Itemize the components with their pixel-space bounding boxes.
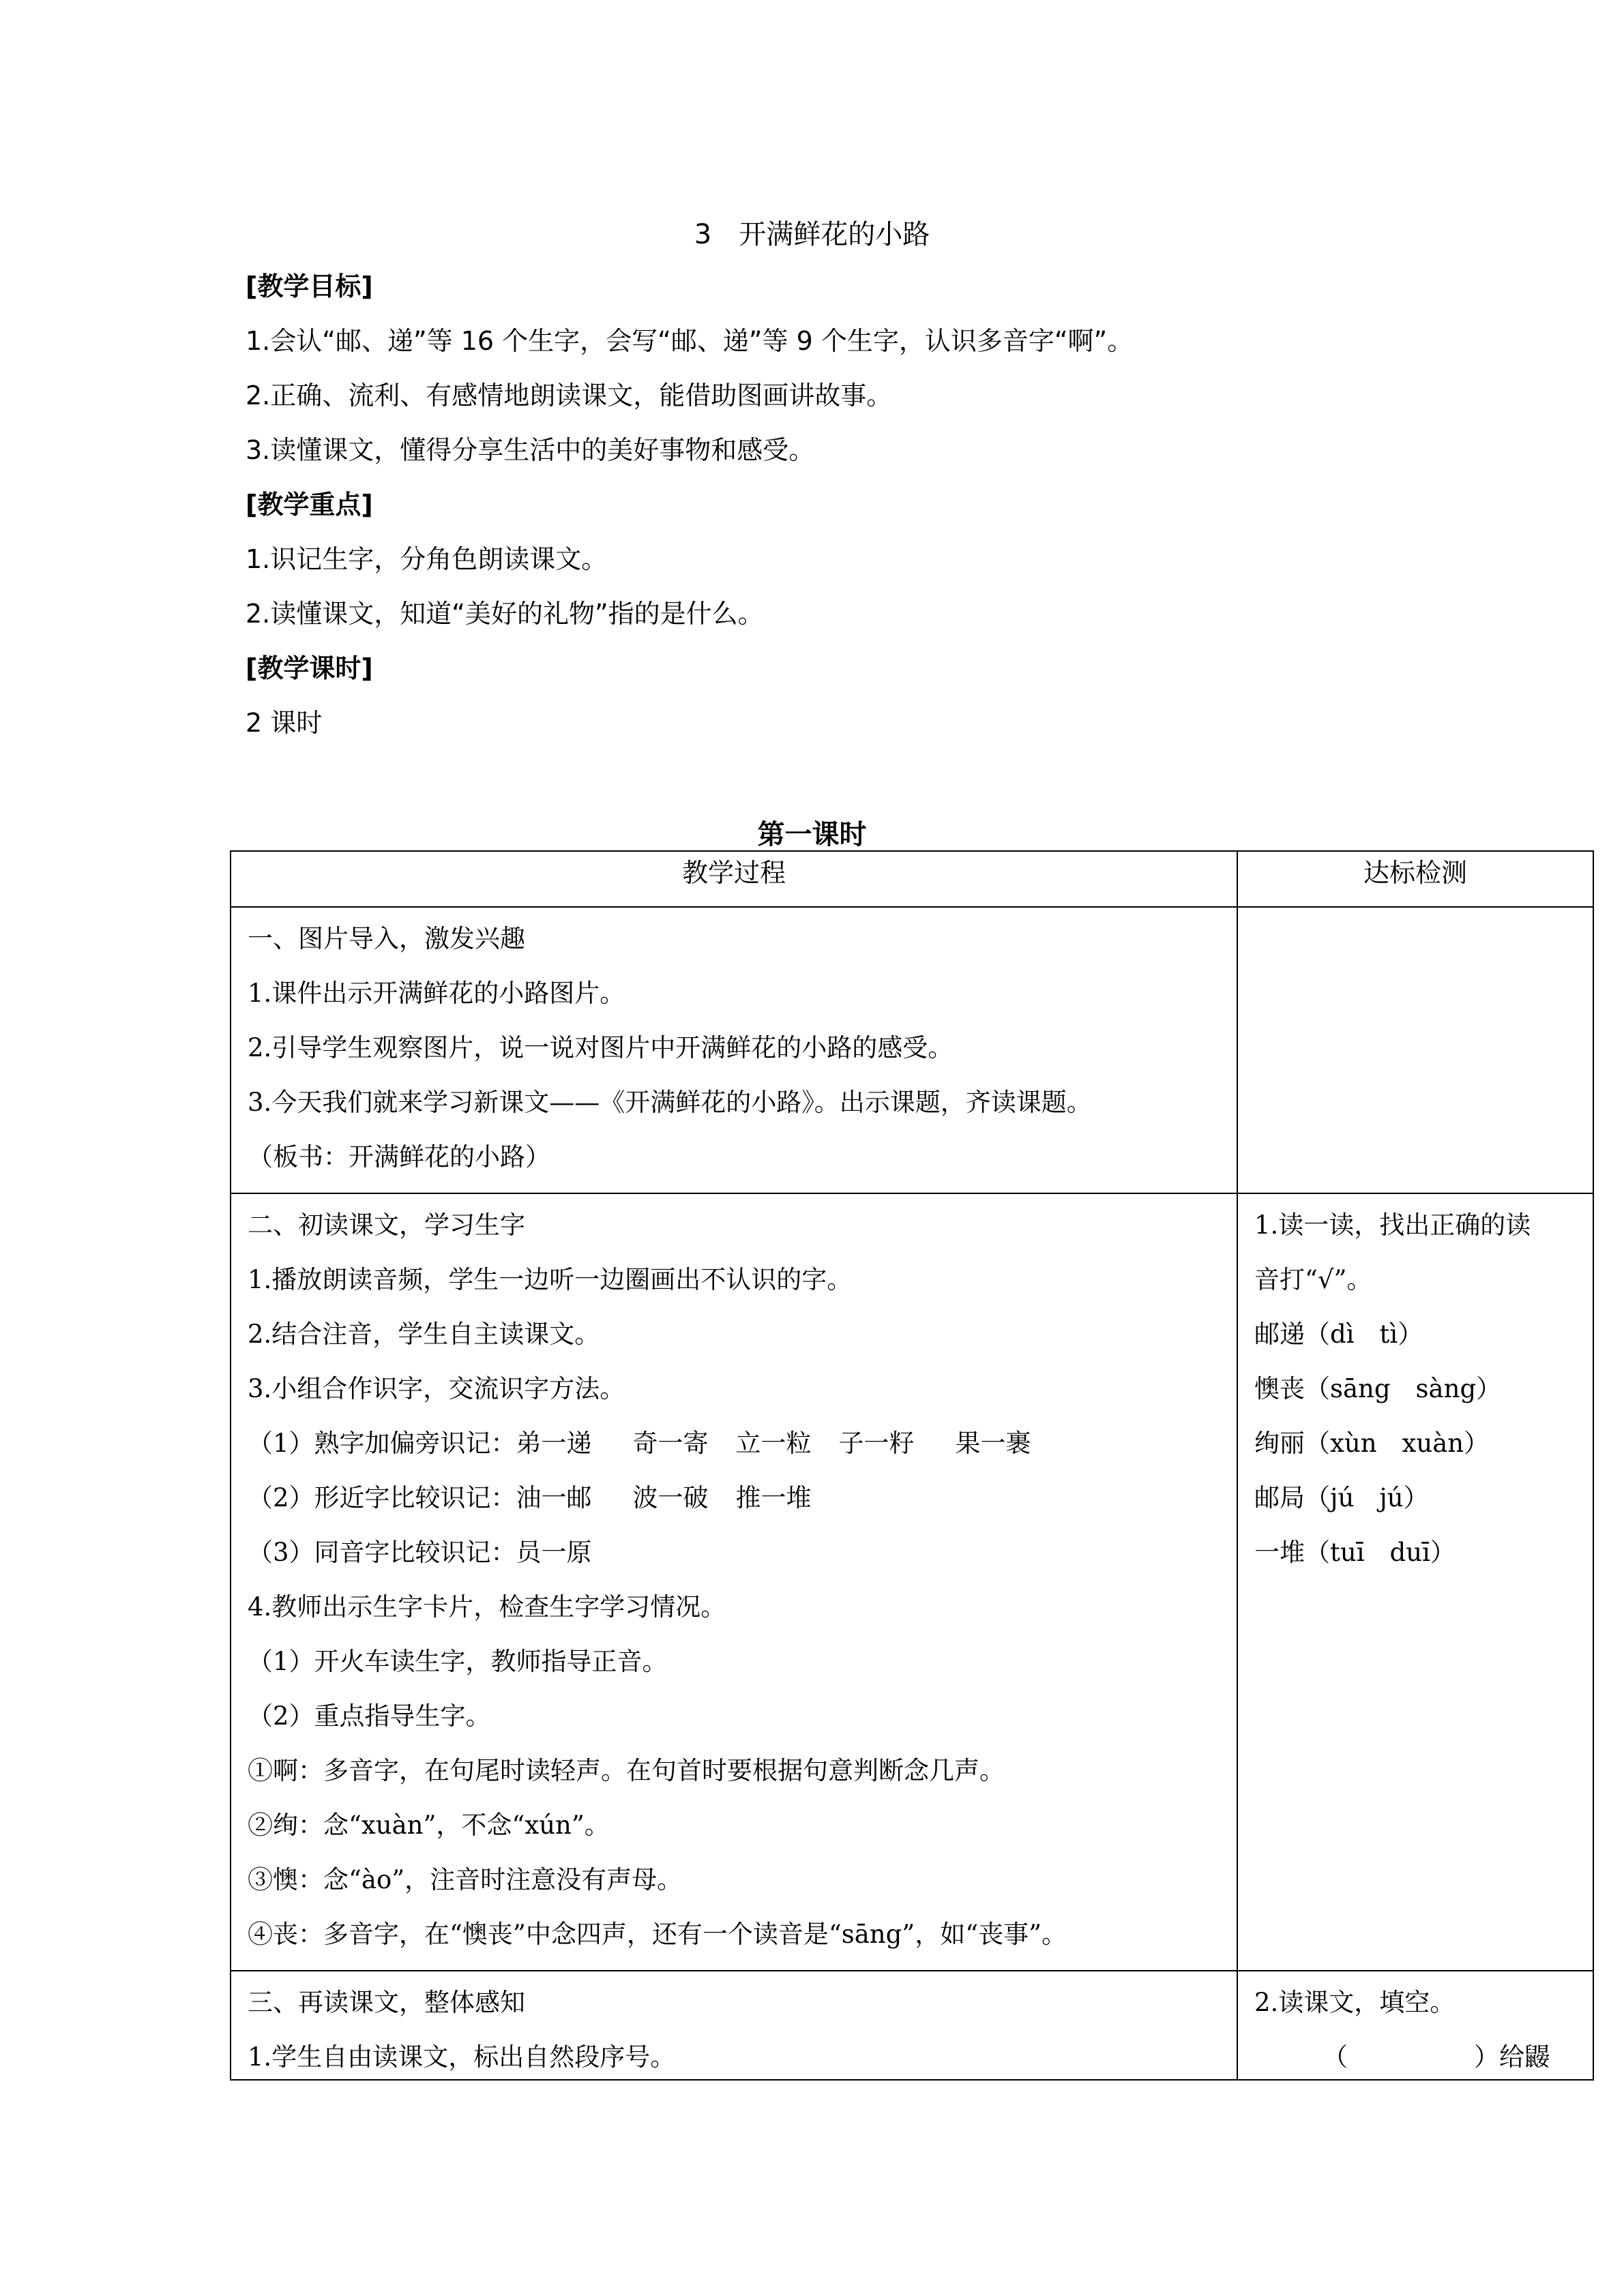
focus-2: 2.读懂课文，知道“美好的礼物”指的是什么。	[246, 599, 764, 629]
row3-process	[231, 1971, 1237, 2080]
header-check: 达标检测	[1237, 851, 1593, 907]
table-row	[231, 907, 1593, 1193]
table-row	[231, 1193, 1593, 1971]
row2-line: （2）重点指导生字。	[248, 1701, 491, 1731]
pairs-familiar-line	[248, 1425, 1237, 1479]
pair-item: 立一粒	[735, 1429, 812, 1458]
header-process: 教学过程	[231, 851, 1237, 907]
row2-line: 4.教师出示生字卡片，检查生字学习情况。	[248, 1592, 726, 1622]
row2-line: ①啊：多音字，在句尾时读轻声。在句首时要根据句意判断念几声。	[248, 1756, 1005, 1785]
row1-line: 2.引导学生观察图片，说一说对图片中开满鲜花的小路的感受。	[248, 1033, 954, 1062]
pairs-homophone-label: （3）同音字比较识记：	[248, 1538, 516, 1567]
row2-line: 1.播放朗读音频，学生一边听一边圈画出不认识的字。	[248, 1265, 853, 1294]
intro-section	[246, 267, 1541, 758]
row2-line: ②绚：念“xuàn”，不念“xún”。	[248, 1810, 610, 1840]
row2-line: 二、初读课文，学习生字	[248, 1210, 525, 1240]
lesson-title: 第一课时	[757, 819, 867, 850]
row2-line: ④丧：多音字，在“懊丧”中念四声，还有一个读音是“sāng”，如“丧事”。	[248, 1920, 1067, 1949]
row2-check	[1237, 1193, 1593, 1971]
row1-process	[231, 907, 1237, 1193]
goal-2: 2.正确、流利、有感情地朗读课文，能借助图画讲故事。	[246, 381, 893, 411]
row2-line: ③懊：念“ào”，注音时注意没有声母。	[248, 1865, 683, 1894]
pair-item: 弟一递	[516, 1429, 592, 1458]
row1-check	[1237, 907, 1593, 1193]
row1-line: 3.今天我们就来学习新课文——《开满鲜花的小路》。出示课题，齐读课题。	[248, 1088, 1092, 1117]
row1-line: （板书：开满鲜花的小路）	[248, 1142, 550, 1172]
page-title: 3 开满鲜花的小路	[694, 219, 930, 250]
table-row	[231, 1971, 1593, 2080]
hours-value: 2 课时	[246, 708, 323, 738]
pair-item: 奇一寄	[632, 1429, 709, 1458]
check-line: （ ）给鼹	[1323, 2042, 1550, 2072]
check-line: 邮递（dì tì）	[1254, 1320, 1423, 1349]
row2-line: （1）开火车读生字，教师指导正音。	[248, 1647, 668, 1676]
row3-check	[1237, 1971, 1593, 2080]
pair-item: 波一破	[632, 1483, 709, 1512]
check-line: 一堆（tuī duī）	[1254, 1538, 1456, 1567]
check-line: 绚丽（xùn xuàn）	[1254, 1429, 1490, 1458]
table-header-row	[231, 851, 1593, 907]
row1-line: 一、图片导入，激发兴趣	[248, 924, 525, 953]
pairs-homophone-line	[248, 1534, 1237, 1588]
check-line: 懊丧（sāng sàng）	[1254, 1374, 1502, 1403]
row3-line: 三、再读课文，整体感知	[248, 1988, 525, 2017]
pairs-similar-label: （2）形近字比较识记：	[248, 1483, 516, 1512]
focus-1: 1.识记生字，分角色朗读课文。	[246, 544, 608, 574]
pair-item: 子一籽	[838, 1429, 915, 1458]
check-line: 音打“√”。	[1254, 1265, 1372, 1294]
row2-process	[231, 1193, 1237, 1971]
row2-line: 3.小组合作识字，交流识字方法。	[248, 1374, 625, 1403]
pairs-similar-line	[248, 1479, 1237, 1534]
pairs-familiar-label: （1）熟字加偏旁识记：	[248, 1429, 516, 1458]
pair-item: 油一邮	[516, 1483, 592, 1512]
goal-1: 1.会认“邮、递”等 16 个生字，会写“邮、递”等 9 个生字，认识多音字“啊”。	[246, 326, 1134, 356]
check-line: 1.读一读，找出正确的读	[1254, 1210, 1531, 1240]
section-heading-hours: [教学课时]	[246, 653, 373, 683]
lesson-table	[230, 850, 1594, 2081]
section-heading-focus: [教学重点]	[246, 490, 373, 520]
section-heading-goals: [教学目标]	[246, 271, 373, 301]
row3-line: 1.学生自由读课文，标出自然段序号。	[248, 2042, 676, 2072]
check-line: 邮局（jú jú）	[1254, 1483, 1429, 1512]
row2-line: 2.结合注音，学生自主读课文。	[248, 1320, 600, 1349]
pair-item: 果一裹	[955, 1429, 1031, 1458]
pair-item: 员一原	[516, 1538, 592, 1567]
check-line: 2.读课文，填空。	[1254, 1988, 1456, 2017]
row1-line: 1.课件出示开满鲜花的小路图片。	[248, 979, 625, 1008]
goal-3: 3.读懂课文，懂得分享生活中的美好事物和感受。	[246, 435, 815, 465]
pair-item: 推一堆	[735, 1483, 812, 1512]
